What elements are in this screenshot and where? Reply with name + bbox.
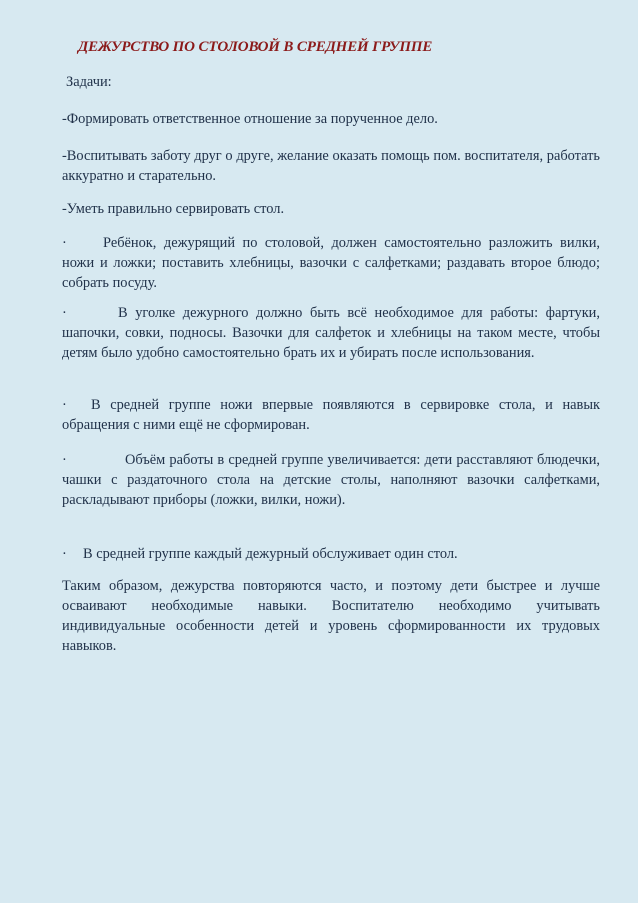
bullet-text-4: Объём работы в средней группе увеличивается: дети расставляют блюдечки, чашки с раздаточного стола на детские столы, наполняют вазочки салфетками, раскладывают приборы (ложки, вилки, ножи).: [62, 452, 600, 508]
bullet-marker: ·: [62, 452, 67, 468]
task-1: -Формировать ответственное отношение за порученное дело.: [62, 111, 438, 127]
tasks-heading: Задачи:: [66, 74, 112, 90]
bullet-text-3: В средней группе ножи впервые появляются в сервировке стола, и навык обращения с ними ещё не сформирован.: [62, 397, 600, 433]
bullet-marker: ·: [62, 397, 67, 413]
task-2: -Воспитывать заботу друг о друге, желание оказать помощь пом. воспитателя, работать аккуратно и старательно.: [62, 148, 600, 184]
bullet-paragraph: [62, 303, 600, 363]
task-3: -Уметь правильно сервировать стол.: [62, 201, 285, 217]
bullet-paragraph: [62, 544, 600, 564]
bullet-paragraph: [62, 450, 600, 510]
bullet-marker: ·: [62, 305, 67, 321]
bullet-marker: ·: [62, 546, 67, 562]
bullet-paragraph: [62, 395, 600, 435]
bullet-paragraph: [62, 233, 600, 293]
bullet-marker: ·: [62, 235, 67, 251]
page-title: ДЕЖУРСТВО ПО СТОЛОВОЙ В СРЕДНЕЙ ГРУППЕ: [78, 39, 433, 55]
bullet-text-2: В уголке дежурного должно быть всё необходимое для работы: фартуки, шапочки, совки, подносы. Вазочки для салфеток и хлебницы на таком месте, чтобы детям было удобно самостоятельно брать их и убирать после использования.: [62, 305, 600, 361]
bullet-text-5: В средней группе каждый дежурный обслуживает один стол.: [83, 546, 458, 562]
bullet-text-1: Ребёнок, дежурящий по столовой, должен самостоятельно разложить вилки, ножи и ложки; поставить хлебницы, вазочки с салфетками; раздавать второе блюдо; собрать посуду.: [62, 235, 600, 291]
conclusion-paragraph: Таким образом, дежурства повторяются часто, и поэтому дети быстрее и лучше осваивают необходимые навыки. Воспитателю необходимо учитывать индивидуальные особенности детей и уровень сформированности их трудовых навыков.: [62, 578, 600, 654]
